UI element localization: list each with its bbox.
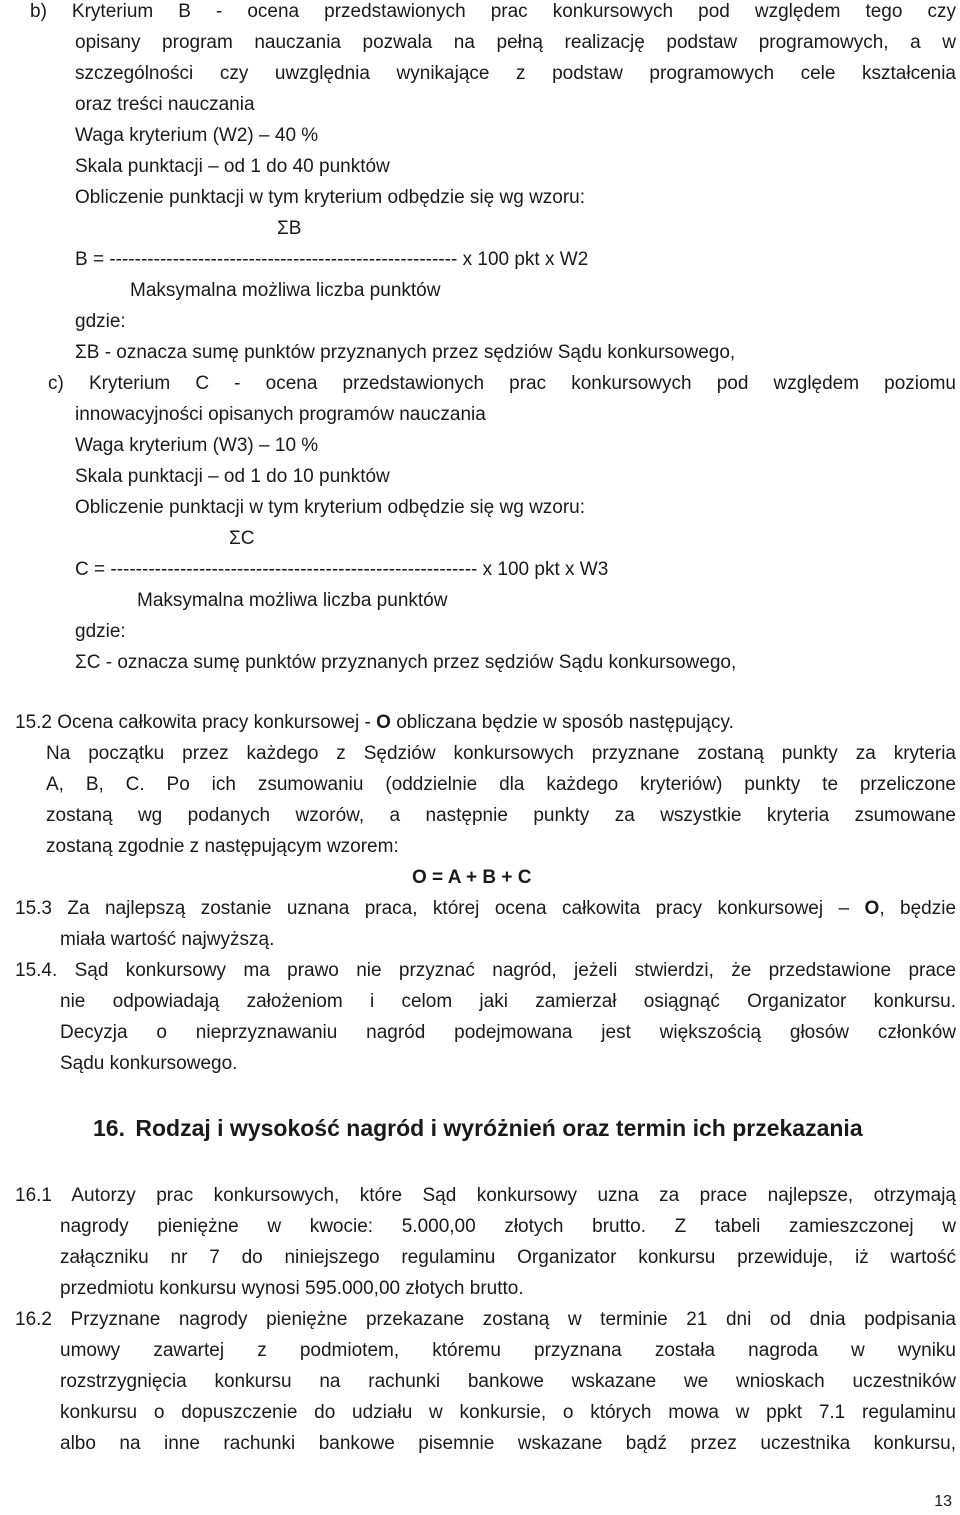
criterion-b-definition: ΣB - oznacza sumę punktów przyznanych przez sędziów Sądu konkursowego, bbox=[75, 342, 736, 363]
para-15-3-line-1: 15.3 Za najlepszą zostanie uznana praca, której ocena całkowita pracy konkursowej – O, będzie bbox=[15, 898, 957, 919]
criterion-b-weight: Waga kryterium (W2) – 40 % bbox=[75, 125, 319, 146]
criterion-b-formula-intro: Obliczenie punktacji w tym kryterium odbędzie się wg wzoru: bbox=[75, 187, 586, 208]
criterion-c-line-2: innowacyjności opisanych programów nauczania bbox=[75, 404, 486, 425]
criterion-b-where: gdzie: bbox=[75, 311, 126, 332]
page-number: 13 bbox=[934, 1493, 952, 1510]
para-15-2-line-4: zostaną wg podanych wzorów, a następnie punkty za wszystkie kryteria zsumowane bbox=[46, 805, 956, 826]
para-16-2-line-5: albo na inne rachunki bankowe pisemnie wskazane bądź przez uczestnika konkursu, bbox=[60, 1433, 956, 1454]
criterion-c-definition: ΣC - oznacza sumę punktów przyznanych przez sędziów Sądu konkursowego, bbox=[75, 652, 737, 673]
criterion-c-formula: C = ---------------------------------------------------------- x 100 pkt x W3 bbox=[75, 559, 609, 580]
total-score-formula: O = A + B + C bbox=[412, 867, 532, 888]
para-16-2-line-3: rozstrzygnięcia konkursu na rachunki bankowe wskazane we wnioskach uczestników bbox=[60, 1371, 956, 1392]
criterion-b-numerator: ΣB bbox=[277, 218, 302, 239]
criterion-c-scale: Skala punktacji – od 1 do 10 punktów bbox=[75, 466, 390, 487]
para-16-2-line-2: umowy zawartej z podmiotem, któremu przyznana została nagroda w wyniku bbox=[60, 1340, 956, 1361]
para-15-4-line-1: 15.4. Sąd konkursowy ma prawo nie przyznać nagród, jeżeli stwierdzi, że przedstawione prace bbox=[15, 960, 956, 981]
section-16-title: Rodzaj i wysokość nagród i wyróżnień oraz termin ich przekazania bbox=[135, 1115, 863, 1141]
para-16-1-line-1: 16.1 Autorzy prac konkursowych, które Sąd konkursowy uzna za prace najlepsze, otrzymają bbox=[15, 1185, 956, 1206]
criterion-b-line-4: oraz treści nauczania bbox=[75, 94, 255, 115]
para-16-2-line-1: 16.2 Przyznane nagrody pieniężne przekazane zostaną w terminie 21 dni od dnia podpisania bbox=[15, 1309, 956, 1330]
para-15-2-line-3: A, B, C. Po ich zsumowaniu (oddzielnie dla każdego kryteriów) punkty te przeliczone bbox=[46, 774, 956, 795]
para-16-1-line-3: załączniku nr 7 do niniejszego regulaminu Organizator konkursu przewiduje, iż wartość bbox=[60, 1247, 956, 1268]
para-16-1-line-2: nagrody pieniężne w kwocie: 5.000,00 złotych brutto. Z tabeli zamieszczonej w bbox=[60, 1216, 956, 1237]
criterion-b-formula: B = ------------------------------------------------------- x 100 pkt x W2 bbox=[75, 249, 589, 270]
criterion-c-formula-intro: Obliczenie punktacji w tym kryterium odbędzie się wg wzoru: bbox=[75, 497, 586, 518]
criterion-c-numerator: ΣC bbox=[229, 528, 255, 549]
criterion-b-scale: Skala punktacji – od 1 do 40 punktów bbox=[75, 156, 390, 177]
criterion-b-line-2: opisany program nauczania pozwala na pełną realizację podstaw programowych, a w bbox=[75, 32, 956, 53]
criterion-b-denominator: Maksymalna możliwa liczba punktów bbox=[130, 280, 441, 301]
section-16-number: 16. bbox=[93, 1115, 125, 1141]
para-15-4-line-4: Sądu konkursowego. bbox=[60, 1053, 238, 1074]
criterion-c-line-1: c) Kryterium C - ocena przedstawionych prac konkursowych pod względem poziomu bbox=[48, 373, 956, 394]
para-16-2-line-4: konkursu o dopuszczenie do udziału w konkursie, o których mowa w ppkt 7.1 regulaminu bbox=[60, 1402, 956, 1423]
criterion-c-denominator: Maksymalna możliwa liczba punktów bbox=[137, 590, 448, 611]
para-15-2-line-1: 15.2 Ocena całkowita pracy konkursowej - O obliczana będzie w sposób następujący. bbox=[15, 712, 734, 733]
para-15-4-line-3: Decyzja o nieprzyznawaniu nagród podejmowana jest większością głosów członków bbox=[60, 1022, 956, 1043]
para-15-4-line-2: nie odpowiadają założeniom i celom jaki zamierzał osiągnąć Organizator konkursu. bbox=[60, 991, 956, 1012]
criterion-c-weight: Waga kryterium (W3) – 10 % bbox=[75, 435, 319, 456]
section-16-heading bbox=[93, 1114, 863, 1142]
para-15-2-line-2: Na początku przez każdego z Sędziów konkursowych przyznane zostaną punkty za kryteria bbox=[46, 743, 956, 764]
para-16-1-line-4: przedmiotu konkursu wynosi 595.000,00 złotych brutto. bbox=[60, 1278, 524, 1299]
para-15-2-line-5: zostaną zgodnie z następującym wzorem: bbox=[46, 836, 399, 857]
criterion-b-line-1: b) Kryterium B - ocena przedstawionych prac konkursowych pod względem tego czy bbox=[30, 1, 956, 22]
criterion-c-where: gdzie: bbox=[75, 621, 126, 642]
para-15-3-line-2: miała wartość najwyższą. bbox=[60, 929, 275, 950]
criterion-b-line-3: szczególności czy uwzględnia wynikające z podstaw programowych cele kształcenia bbox=[75, 63, 956, 84]
